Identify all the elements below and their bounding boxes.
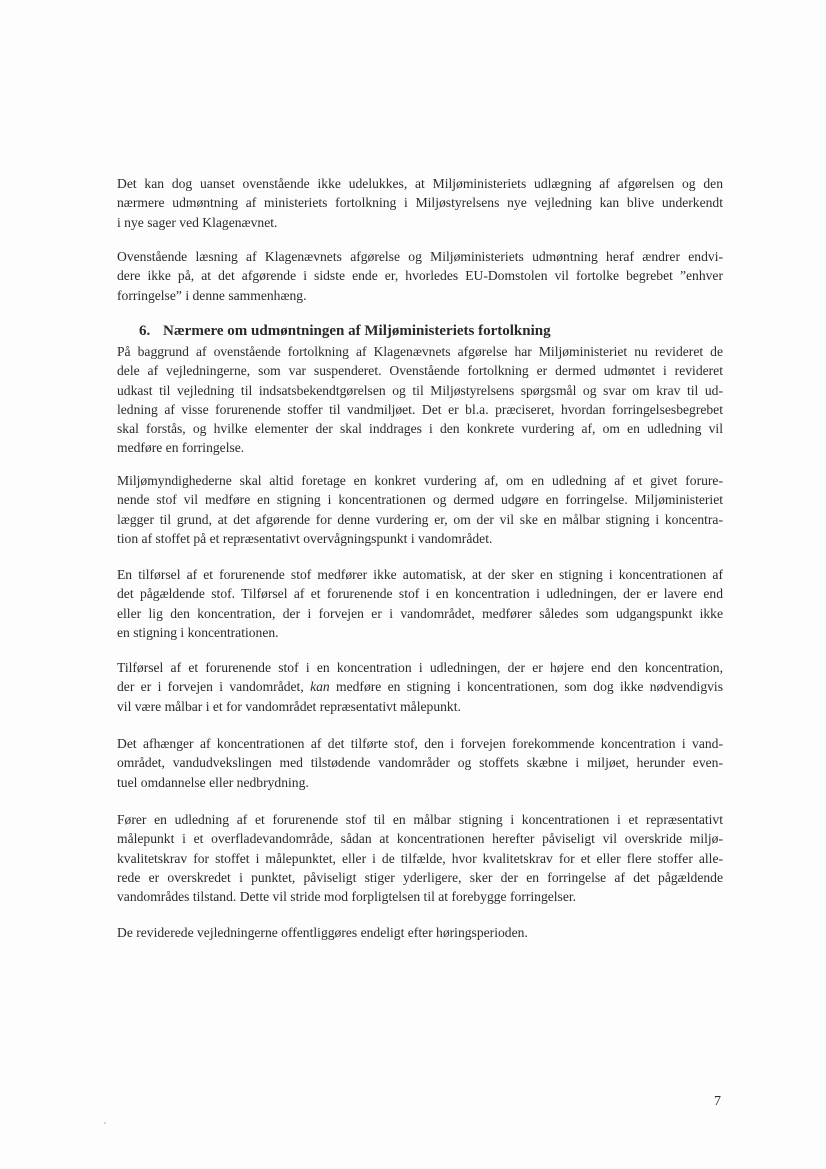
text-line: nende stof vil medføre en stigning i koncentrationen og dermed udgøre en forringelse. Miljøministeriet	[117, 492, 723, 508]
text-line: målepunkt i et overfladevandområde, sådan at koncentrationen herefter påviseligt vil overskride miljø-	[117, 831, 723, 847]
text-line: På baggrund af ovenstående fortolkning af Klagenævnets afgørelse har Miljøministeriet nu revideret de	[117, 344, 723, 359]
text-line: en stigning i koncentrationen.	[117, 624, 279, 640]
scan-speck	[104, 1122, 106, 1124]
paragraph-6	[117, 658, 723, 716]
text-line: ledning af visse forurenende stoffer til vandmiljøet. Det er bl.a. præciseret, hvordan forringelsesbegrebet	[117, 401, 723, 417]
text-line: dele af vejledningerne, som var suspenderet. Ovenstående fortolkning er dermed udmøntet i revideret	[117, 363, 723, 379]
text-line: i nye sager ved Klagenævnet.	[117, 214, 278, 230]
text-run: medføre en stigning i koncentrationen, som dog ikke nødvendigvis	[329, 679, 723, 695]
text-line: Det kan dog uanset ovenstående ikke udelukkes, at Miljøministeriets udlægning af afgørelsen og den	[117, 176, 723, 191]
text-line: dere ikke på, at det afgørende i sidste ende er, hvorledes EU-Domstolen vil fortolke begrebet ”enhver	[117, 268, 723, 284]
text-run: der er i forvejen i vandområdet,	[117, 679, 311, 695]
text-line: medføre en forringelse.	[117, 440, 245, 456]
text-line: nærmere udmøntning af ministeriets fortolkning i Miljøstyrelsens nye vejledning kan blive underkendt	[117, 195, 723, 211]
text-line: Fører en udledning af et forurenende stof til en målbar stigning i koncentrationen i et repræsentativt	[117, 812, 723, 827]
text-line: De reviderede vejledningerne offentliggøres endeligt efter høringsperioden.	[117, 925, 528, 940]
text-line: tion af stoffet på et repræsentativt overvågningspunkt i vandområdet.	[117, 530, 493, 546]
text-line: Tilførsel af et forurenende stof i en koncentration i udledningen, der er højere end den koncentration,	[117, 660, 723, 675]
text-line: vil være målbar i et for vandområdet repræsentativt målepunkt.	[117, 698, 461, 714]
text-line: tuel omdannelse eller nedbrydning.	[117, 774, 309, 790]
section-title: Nærmere om udmøntningen af Miljøministeriets fortolkning	[163, 323, 551, 339]
text-line: kvalitetskrav for stoffet i målepunktet, eller i de tilfælde, hvor kvalitetskrav for et eller flere stoffer alle-	[117, 850, 723, 866]
section-heading	[139, 322, 551, 341]
text-line: eller lig den koncentration, der i forvejen er i vandområdet, medfører således som udgangspunkt ikke	[117, 605, 723, 621]
text-line: Ovenstående læsning af Klagenævnets afgørelse og Miljøministeriets udmøntning heraf ændrer endvi-	[117, 249, 723, 264]
text-line: udkast til vejledning til indsatsbekendtgørelsen og til Miljøstyrelsens spørgsmål og svar om krav til ud-	[117, 382, 723, 398]
paragraph-9	[117, 923, 723, 942]
paragraph-4	[117, 471, 723, 548]
text-line: Miljømyndighederne skal altid foretage en konkret vurdering af, om en udledning af et givet forure-	[117, 473, 723, 488]
paragraph-3	[117, 342, 723, 458]
paragraph-2	[117, 247, 723, 305]
paragraph-1	[117, 174, 723, 232]
text-line: lægger til grund, at det afgørende for denne vurdering er, om der vil ske en målbar stigning i koncentra-	[117, 511, 723, 527]
text-line: En tilførsel af et forurenende stof medfører ikke automatisk, at der sker en stigning i koncentrationen af	[117, 567, 723, 582]
paragraph-7	[117, 734, 723, 792]
text-line: Det afhænger af koncentrationen af det tilførte stof, den i forvejen forekommende koncentration i vand-	[117, 736, 723, 751]
text-line: vandområdes tilstand. Dette vil stride mod forpligtelsen til at forebygge forringelser.	[117, 889, 577, 905]
emphasis-text: kan	[310, 679, 330, 695]
section-number: 6.	[139, 323, 151, 339]
paragraph-8	[117, 810, 723, 906]
text-line: området, vandudvekslingen med tilstødende vandområder og stoffets skæbne i miljøet, herunder even-	[117, 755, 723, 771]
text-line: forringelse” i denne sammenhæng.	[117, 287, 307, 303]
text-line: det pågældende stof. Tilførsel af et forurenende stof i en koncentration i udledningen, der er lavere end	[117, 586, 723, 602]
text-line: rede er overskredet i punktet, påviseligt stiger yderligere, sker der en forringelse af det pågældende	[117, 869, 723, 885]
page-number: 7	[714, 1094, 721, 1109]
paragraph-5	[117, 565, 723, 642]
text-line: skal forstås, og hvilke elementer der skal inddrages i den konkrete vurdering af, om en udledning vil	[117, 421, 723, 437]
text-line	[117, 677, 723, 696]
